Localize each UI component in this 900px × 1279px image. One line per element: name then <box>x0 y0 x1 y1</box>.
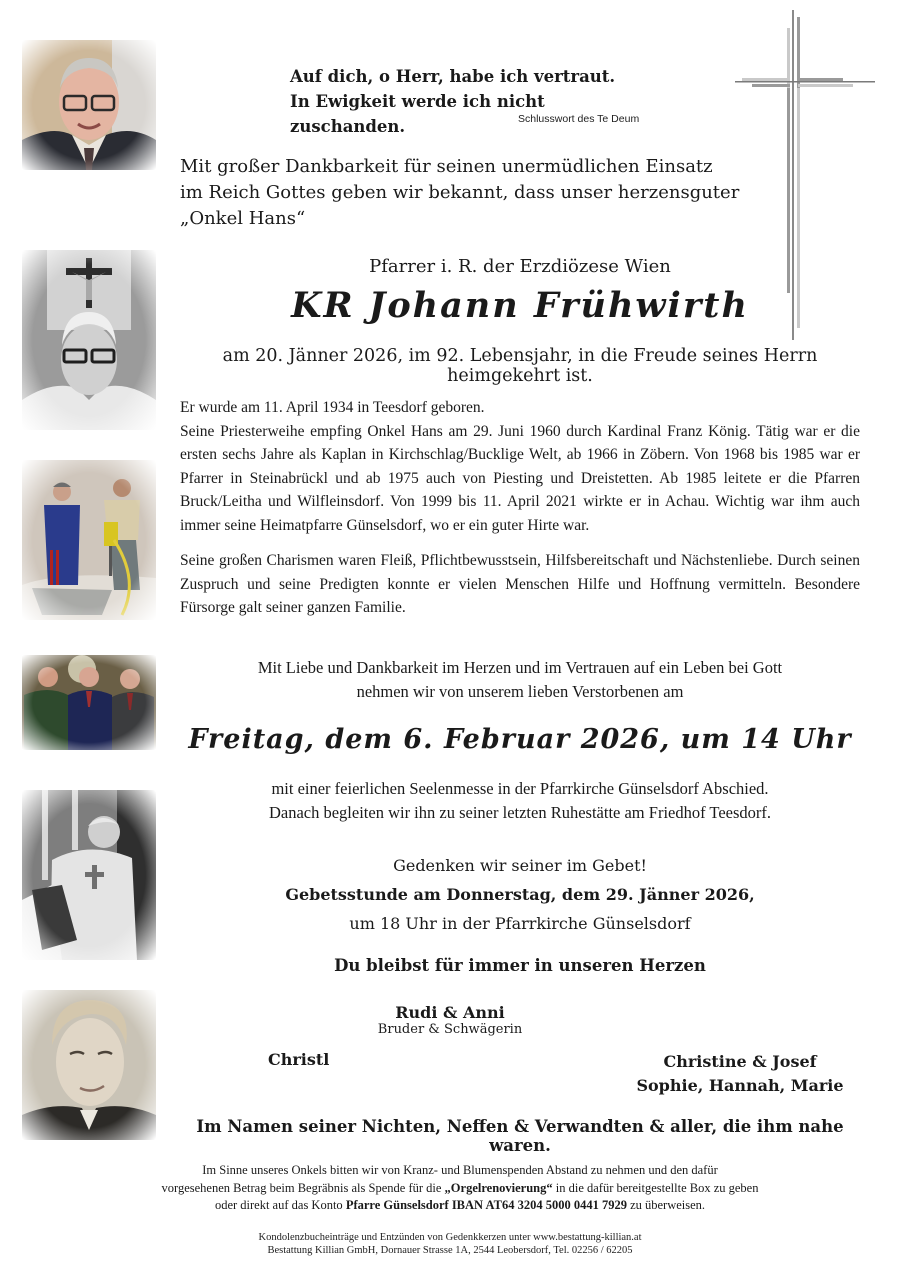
motto <box>290 64 650 139</box>
donation-line-3-post: zu überweisen. <box>626 1198 706 1212</box>
donation-iban: Pfarre Günselsdorf IBAN AT64 3204 5000 0441 7929 <box>345 1198 627 1212</box>
mourner-center <box>320 1003 580 1037</box>
funeral-date: Freitag, dem 6. Februar 2026, um 14 Uhr <box>188 724 852 755</box>
bio-charisma: Seine großen Charismen waren Fleiß, Pflichtbewusstsein, Hilfsbereitschaft und Nächstenliebe. Durch seinen Zuspruch und seine Predigten konnte er vielen Menschen Hilfe und Hoffnung vermitteln. Besondere Fürsorge galt seiner ganzen Familie. <box>180 552 860 616</box>
funeral-intro-line-2: nehmen wir von unserem lieben Verstorbenen am <box>356 682 684 701</box>
forever-line: Du bleibst für immer in unseren Herzen <box>334 956 706 975</box>
mourner-right <box>630 1050 850 1098</box>
death-line: am 20. Jänner 2026, im 92. Lebensjahr, in die Freude seines Herrn heimgekehrt ist. <box>222 346 818 386</box>
biography <box>180 396 860 620</box>
on-behalf-line: Im Namen seiner Nichten, Neffen & Verwandten & aller, die ihm nahe waren. <box>196 1117 844 1155</box>
donation-note <box>60 1162 860 1215</box>
footer <box>150 1232 750 1257</box>
donation-line-3-pre: oder direkt auf das Konto <box>214 1198 346 1212</box>
prayer-line-1: Gedenken wir seiner im Gebet! <box>393 856 647 875</box>
photo-portrait-elderly <box>22 40 156 170</box>
photo-three-men <box>22 655 156 750</box>
funeral-mass <box>170 777 870 825</box>
mourner-center-name: Rudi & Anni <box>395 1003 505 1022</box>
motto-line-1: Auf dich, o Herr, habe ich vertraut. <box>290 67 616 86</box>
photo-young-priest <box>22 990 156 1140</box>
funeral-intro <box>170 656 870 704</box>
motto-source: Schlusswort des Te Deum <box>518 113 640 125</box>
footer-line-1: Kondolenzbucheinträge und Entzünden von Gedenkkerzen unter www.bestattung-killian.at <box>258 1232 642 1243</box>
donation-line-2 <box>60 1180 860 1198</box>
bio-born: Er wurde am 11. April 1934 in Teesdorf geboren. <box>180 399 485 416</box>
mass-line-1: mit einer feierlichen Seelenmesse in der Pfarrkirche Günselsdorf Abschied. <box>271 779 769 798</box>
mass-line-2: Danach begleiten wir ihn zu seiner letzten Ruhestätte am Friedhof Teesdorf. <box>268 803 772 822</box>
intro-text: Mit großer Dankbarkeit für seinen unermüdlichen Einsatz im Reich Gottes geben wir bekannt, dass unser herzensguter „Onkel Hans“ <box>180 156 740 229</box>
motto-line-2: In Ewigkeit werde ich nicht zuschanden. <box>290 92 545 136</box>
donation-purpose: „Orgelrenovierung“ <box>444 1180 553 1195</box>
mourner-center-relation: Bruder & Schwägerin <box>377 1022 523 1037</box>
mourner-right-line-2: Sophie, Hannah, Marie <box>636 1076 844 1095</box>
photo-priest-vestments <box>22 790 156 960</box>
photo-construction-work <box>22 460 156 620</box>
donation-line-3 <box>60 1197 860 1215</box>
footer-line-2: Bestattung Killian GmbH, Dornauer Strasse 1A, 2544 Leobersdorf, Tel. 02256 / 62205 <box>267 1244 633 1256</box>
donation-line-2-pre: vorgesehenen Betrag beim Begräbnis als Spende für die <box>161 1180 445 1195</box>
prayer-line-3: um 18 Uhr in der Pfarrkirche Günselsdorf <box>349 914 691 933</box>
deceased-name: KR Johann Frühwirth <box>291 285 749 326</box>
photo-portrait-crucifix <box>22 250 156 430</box>
bio-career: Seine Priesterweihe empfing Onkel Hans am 29. Juni 1960 durch Kardinal Franz König. Tätig war er die ersten sechs Jahre als Kaplan in Kirchschlag/Bucklige Welt, ab 1966 in Zöbern. Von 1968 bis 1985 war er Pfarrer in Steinabrückl und ab 1975 auch von Piesting und Dreistetten. Ab 1985 leitete er die Pfarren Bruck/Leitha und Wilfleinsdorf. Von 1999 bis 11. April 2021 wirkte er in Achau. Wichtig war ihm auch immer seine Heimatpfarre Günselsdorf, wo er ein guter Hirte war. <box>180 422 860 534</box>
funeral-intro-line-1: Mit Liebe und Dankbarkeit im Herzen und im Vertrauen auf ein Leben bei Gott <box>257 658 783 677</box>
donation-line-1: Im Sinne unseres Onkels bitten wir von Kranz- und Blumenspenden Abstand zu nehmen und den dafür <box>202 1163 718 1177</box>
prayer-section <box>170 851 870 938</box>
mourner-right-line-1: Christine & Josef <box>663 1052 817 1071</box>
prayer-line-2: Gebetsstunde am Donnerstag, dem 29. Jänner 2026, <box>285 885 755 904</box>
donation-line-2-post: in die dafür bereitgestellte Box zu geben <box>552 1180 759 1195</box>
mourner-left: Christl <box>268 1050 330 1069</box>
deceased-title: Pfarrer i. R. der Erzdiözese Wien <box>369 256 671 277</box>
